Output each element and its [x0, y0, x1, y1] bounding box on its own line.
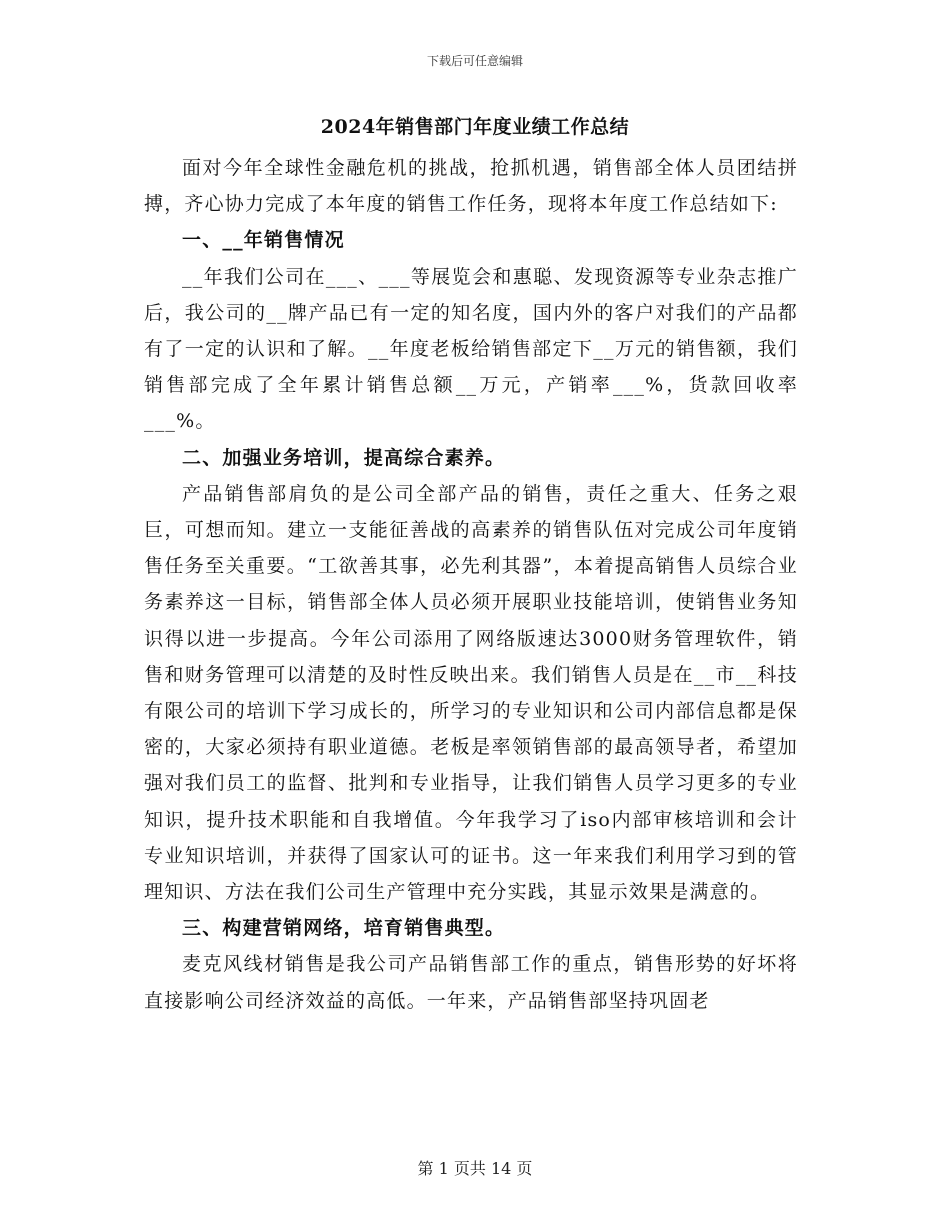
section-2-paragraph: 产品销售部肩负的是公司全部产品的销售，责任之重大、任务之艰巨，可想而知。建立一支能征善战的高素养的销售队伍对完成公司年度销售任务至关重要。“工欲善其事，必先利其器”，本着提高销售人员综合业务素养这一目标，销售部全体人员必须开展职业技能培训，使销售业务知识得以进一步提高。今年公司添用了网络版速达3000财务管理软件，销售和财务管理可以清楚的及时性反映出来。我们销售人员是在__市__科技有限公司的培训下学习成长的，所学习的专业知识和公司内部信息都是保密的，大家必须持有职业道德。老板是率领销售部的最高领导者，希望加强对我们员工的监督、批判和专业指导，让我们销售人员学习更多的专业知识，提升技术职能和自我增值。今年我学习了iso内部审核培训和会计专业知识培训，并获得了国家认可的证书。这一年来我们利用学习到的管理知识、方法在我们公司生产管理中充分实践，其显示效果是满意的。	[144, 482, 798, 904]
section-1-paragraph: __年我们公司在___、___等展览会和惠聪、发现资源等专业杂志推广后，我公司的__牌产品已有一定的知名度，国内外的客户对我们的产品都有了一定的认识和了解。__年度老板给销售部定下__万元的销售额，我们销售部完成了全年累计销售总额__万元，产销率___%，货款回收率___%。	[144, 265, 798, 433]
header-note: 下载后可任意编辑	[426, 54, 523, 68]
section-2-heading: 二、加强业务培训，提高综合素养。	[182, 446, 506, 469]
document-title: 2024年销售部门年度业绩工作总结	[320, 116, 630, 138]
document-body	[144, 150, 798, 1019]
section-3-paragraph: 麦克风线材销售是我公司产品销售部工作的重点，销售形势的好坏将直接影响公司经济效益的高低。一年来，产品销售部坚持巩固老	[144, 953, 798, 1012]
section-3-heading: 三、构建营销网络，培育销售典型。	[182, 917, 506, 940]
intro-paragraph: 面对今年全球性金融危机的挑战，抢抓机遇，销售部全体人员团结拼搏，齐心协力完成了本年度的销售工作任务，现将本年度工作总结如下:	[144, 157, 798, 216]
page-number-footer: 第 1 页共 14 页	[417, 1159, 533, 1178]
section-1-heading: 一、__年销售情况	[182, 229, 345, 252]
